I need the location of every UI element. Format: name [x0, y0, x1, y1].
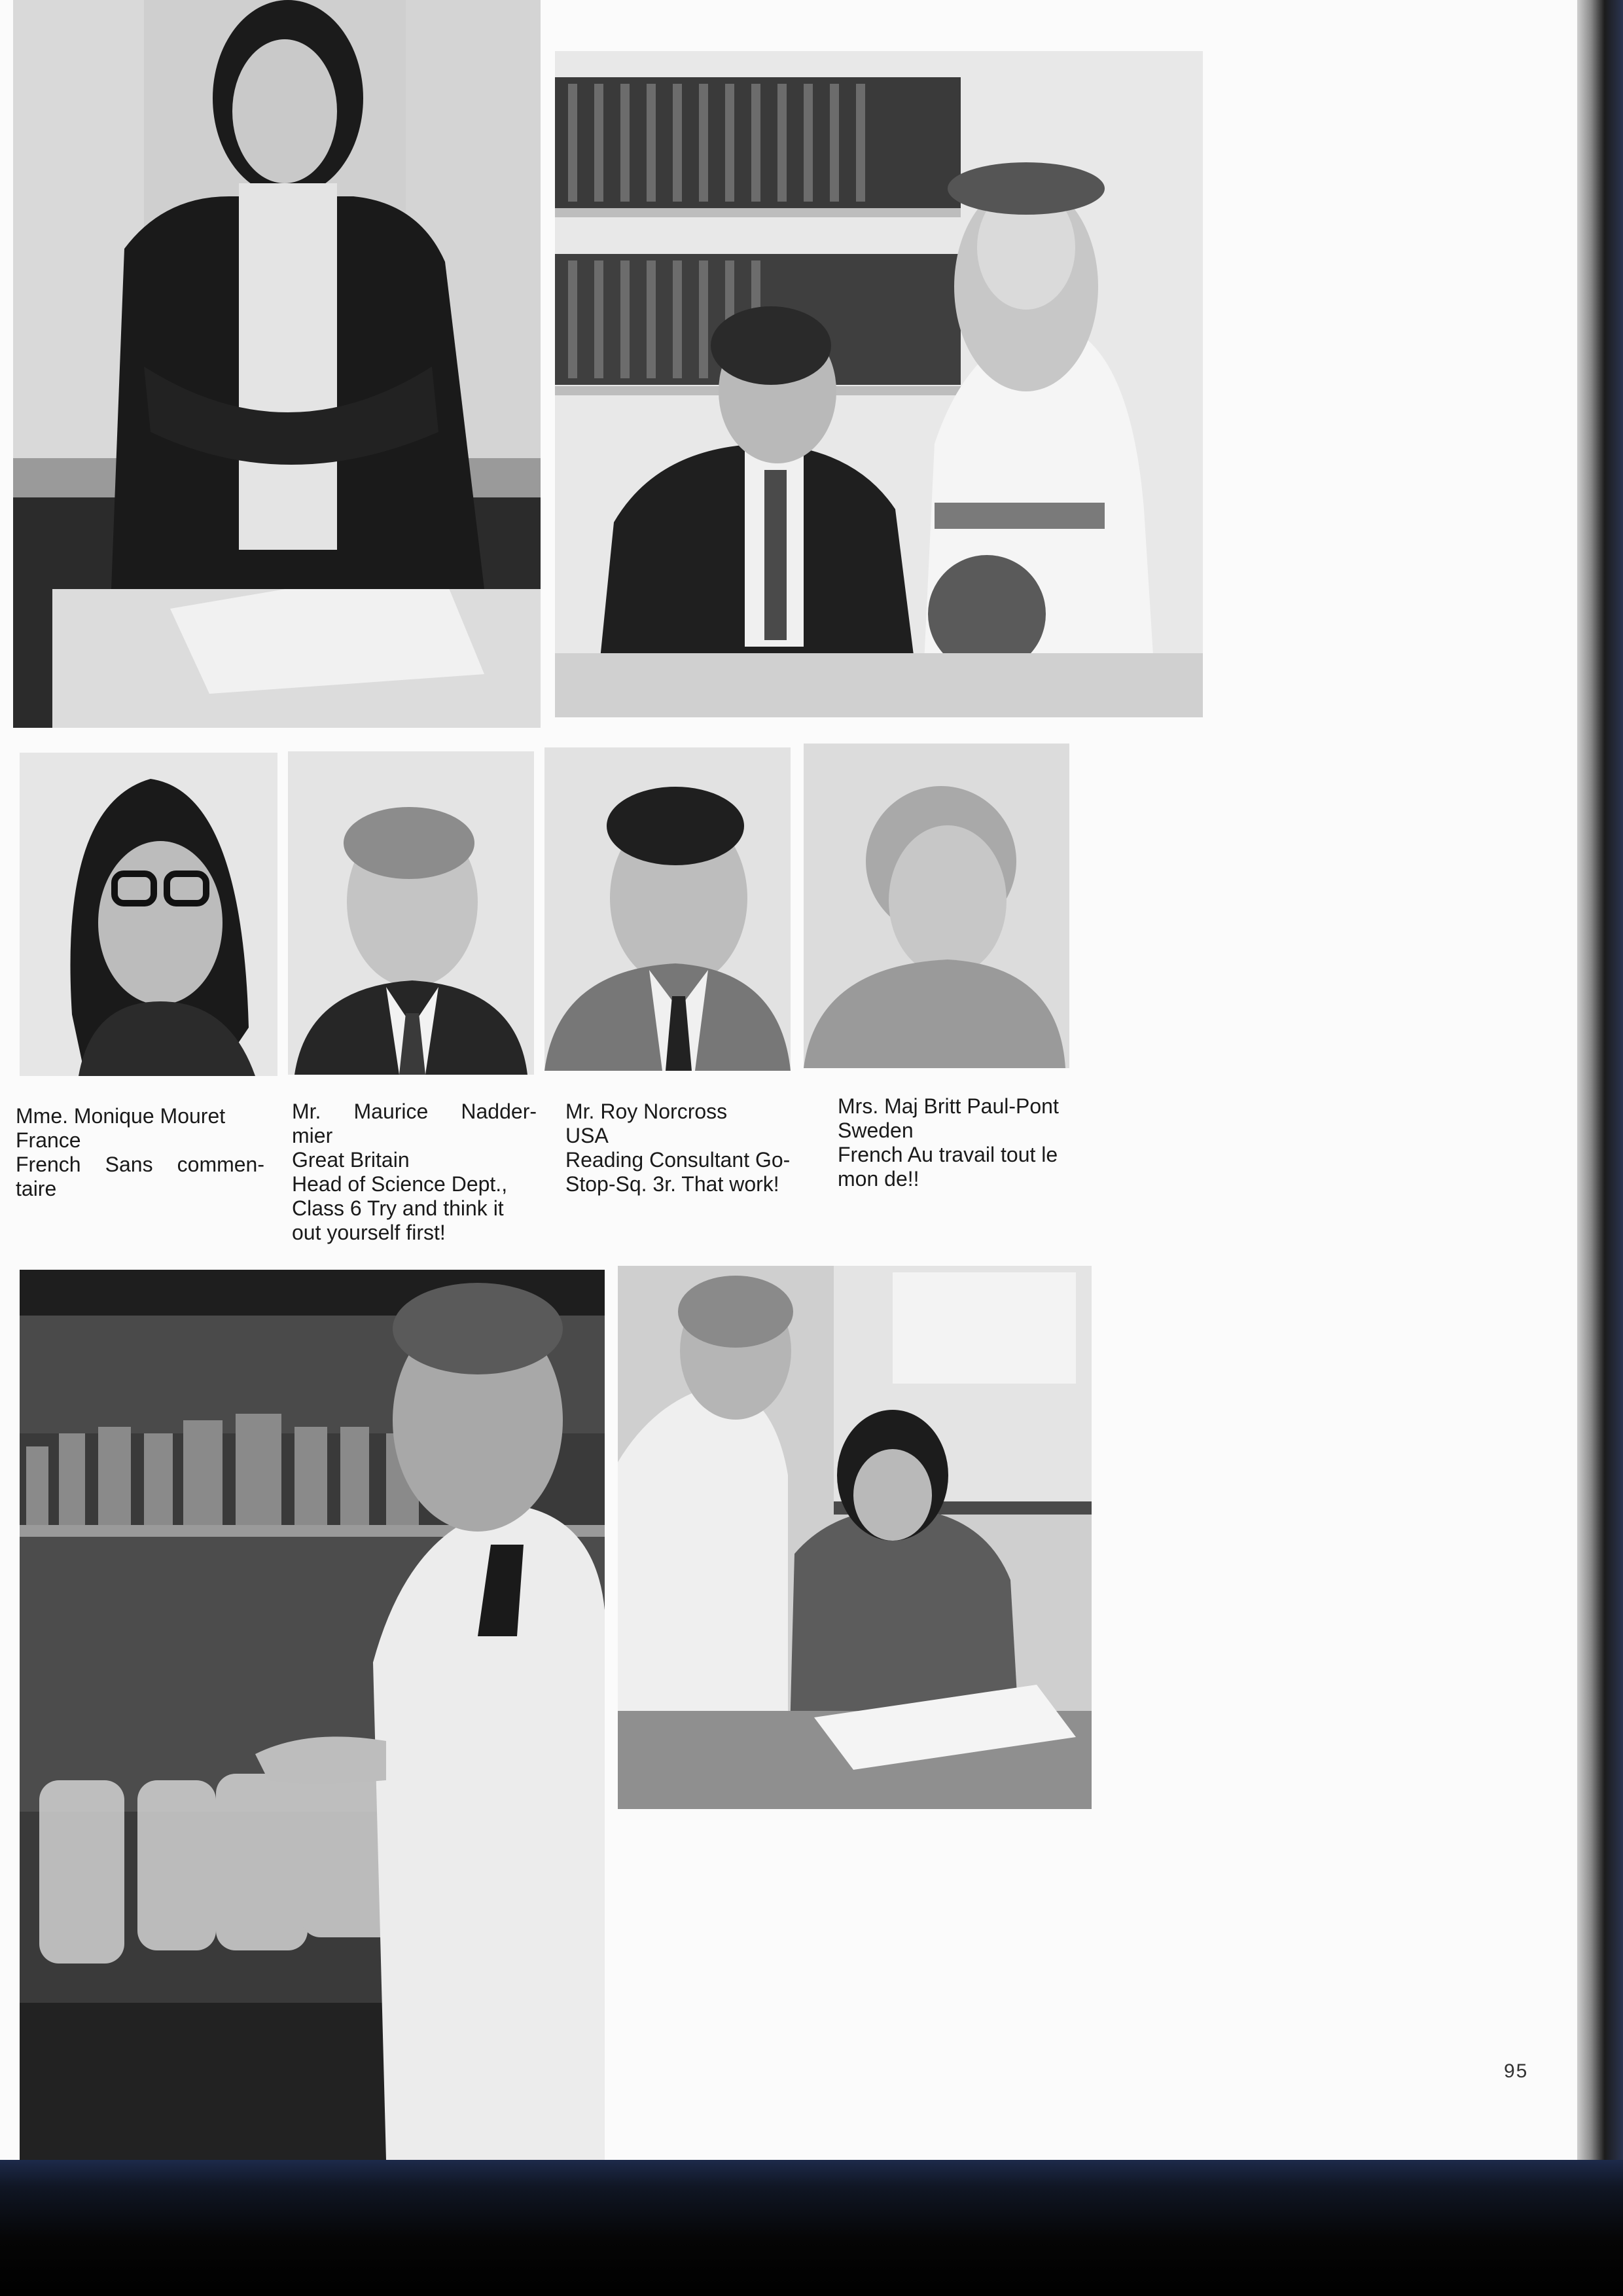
page-binding-edge	[1577, 0, 1623, 2296]
portrait-roy-norcross-image	[544, 747, 791, 1071]
portrait-roy-norcross	[544, 747, 791, 1071]
photo-teacher-with-lucia-girl-image	[555, 51, 1203, 717]
caption-name-continued: mier	[292, 1124, 333, 1147]
photo-teacher-helping-student-image	[618, 1266, 1092, 1809]
caption-maj-britt-paul-pont	[838, 1094, 1086, 1191]
caption-subject: French Sans commen-	[16, 1153, 264, 1176]
caption-country: USA	[565, 1124, 609, 1147]
portrait-maj-britt-paul-pont-image	[804, 744, 1069, 1068]
portrait-maurice-naddermier-image	[288, 751, 534, 1075]
caption-country: Sweden	[838, 1119, 914, 1142]
photo-teacher-arms-folded	[13, 0, 541, 728]
caption-name: Mrs. Maj Britt Paul-Pont	[838, 1094, 1059, 1118]
caption-maurice-naddermier	[292, 1100, 537, 1245]
caption-role-continued: Class 6 Try and think it	[292, 1196, 504, 1220]
caption-motto: mon de!!	[838, 1167, 919, 1191]
page-number: 95	[1504, 2060, 1529, 2082]
caption-role: Head of Science Dept.,	[292, 1172, 508, 1196]
caption-name: Mr. Roy Norcross	[565, 1100, 728, 1123]
caption-name: Mr. Maurice Nadder-	[292, 1100, 537, 1123]
caption-subject: French Au travail tout le	[838, 1143, 1058, 1166]
caption-monique-mouret	[16, 1104, 264, 1201]
photo-teacher-helping-student	[618, 1266, 1092, 1809]
portrait-monique-mouret	[20, 753, 277, 1076]
caption-motto: Stop-Sq. 3r. That work!	[565, 1172, 779, 1196]
portrait-maurice-naddermier	[288, 751, 534, 1075]
caption-subject-continued: taire	[16, 1177, 57, 1200]
caption-role: Reading Consultant Go-	[565, 1148, 791, 1172]
portrait-maj-britt-paul-pont	[804, 744, 1069, 1068]
photo-teacher-arms-folded-image	[13, 0, 541, 728]
caption-country: France	[16, 1128, 81, 1152]
caption-motto: out yourself first!	[292, 1221, 446, 1244]
photo-teacher-in-laboratory-image	[20, 1270, 605, 2160]
photo-teacher-in-laboratory	[20, 1270, 605, 2160]
portrait-monique-mouret-image	[20, 753, 277, 1076]
scanner-bottom-band	[0, 2160, 1623, 2296]
photo-teacher-with-lucia-girl	[555, 51, 1203, 717]
caption-country: Great Britain	[292, 1148, 410, 1172]
caption-roy-norcross	[565, 1100, 810, 1196]
caption-name: Mme. Monique Mouret	[16, 1104, 226, 1128]
